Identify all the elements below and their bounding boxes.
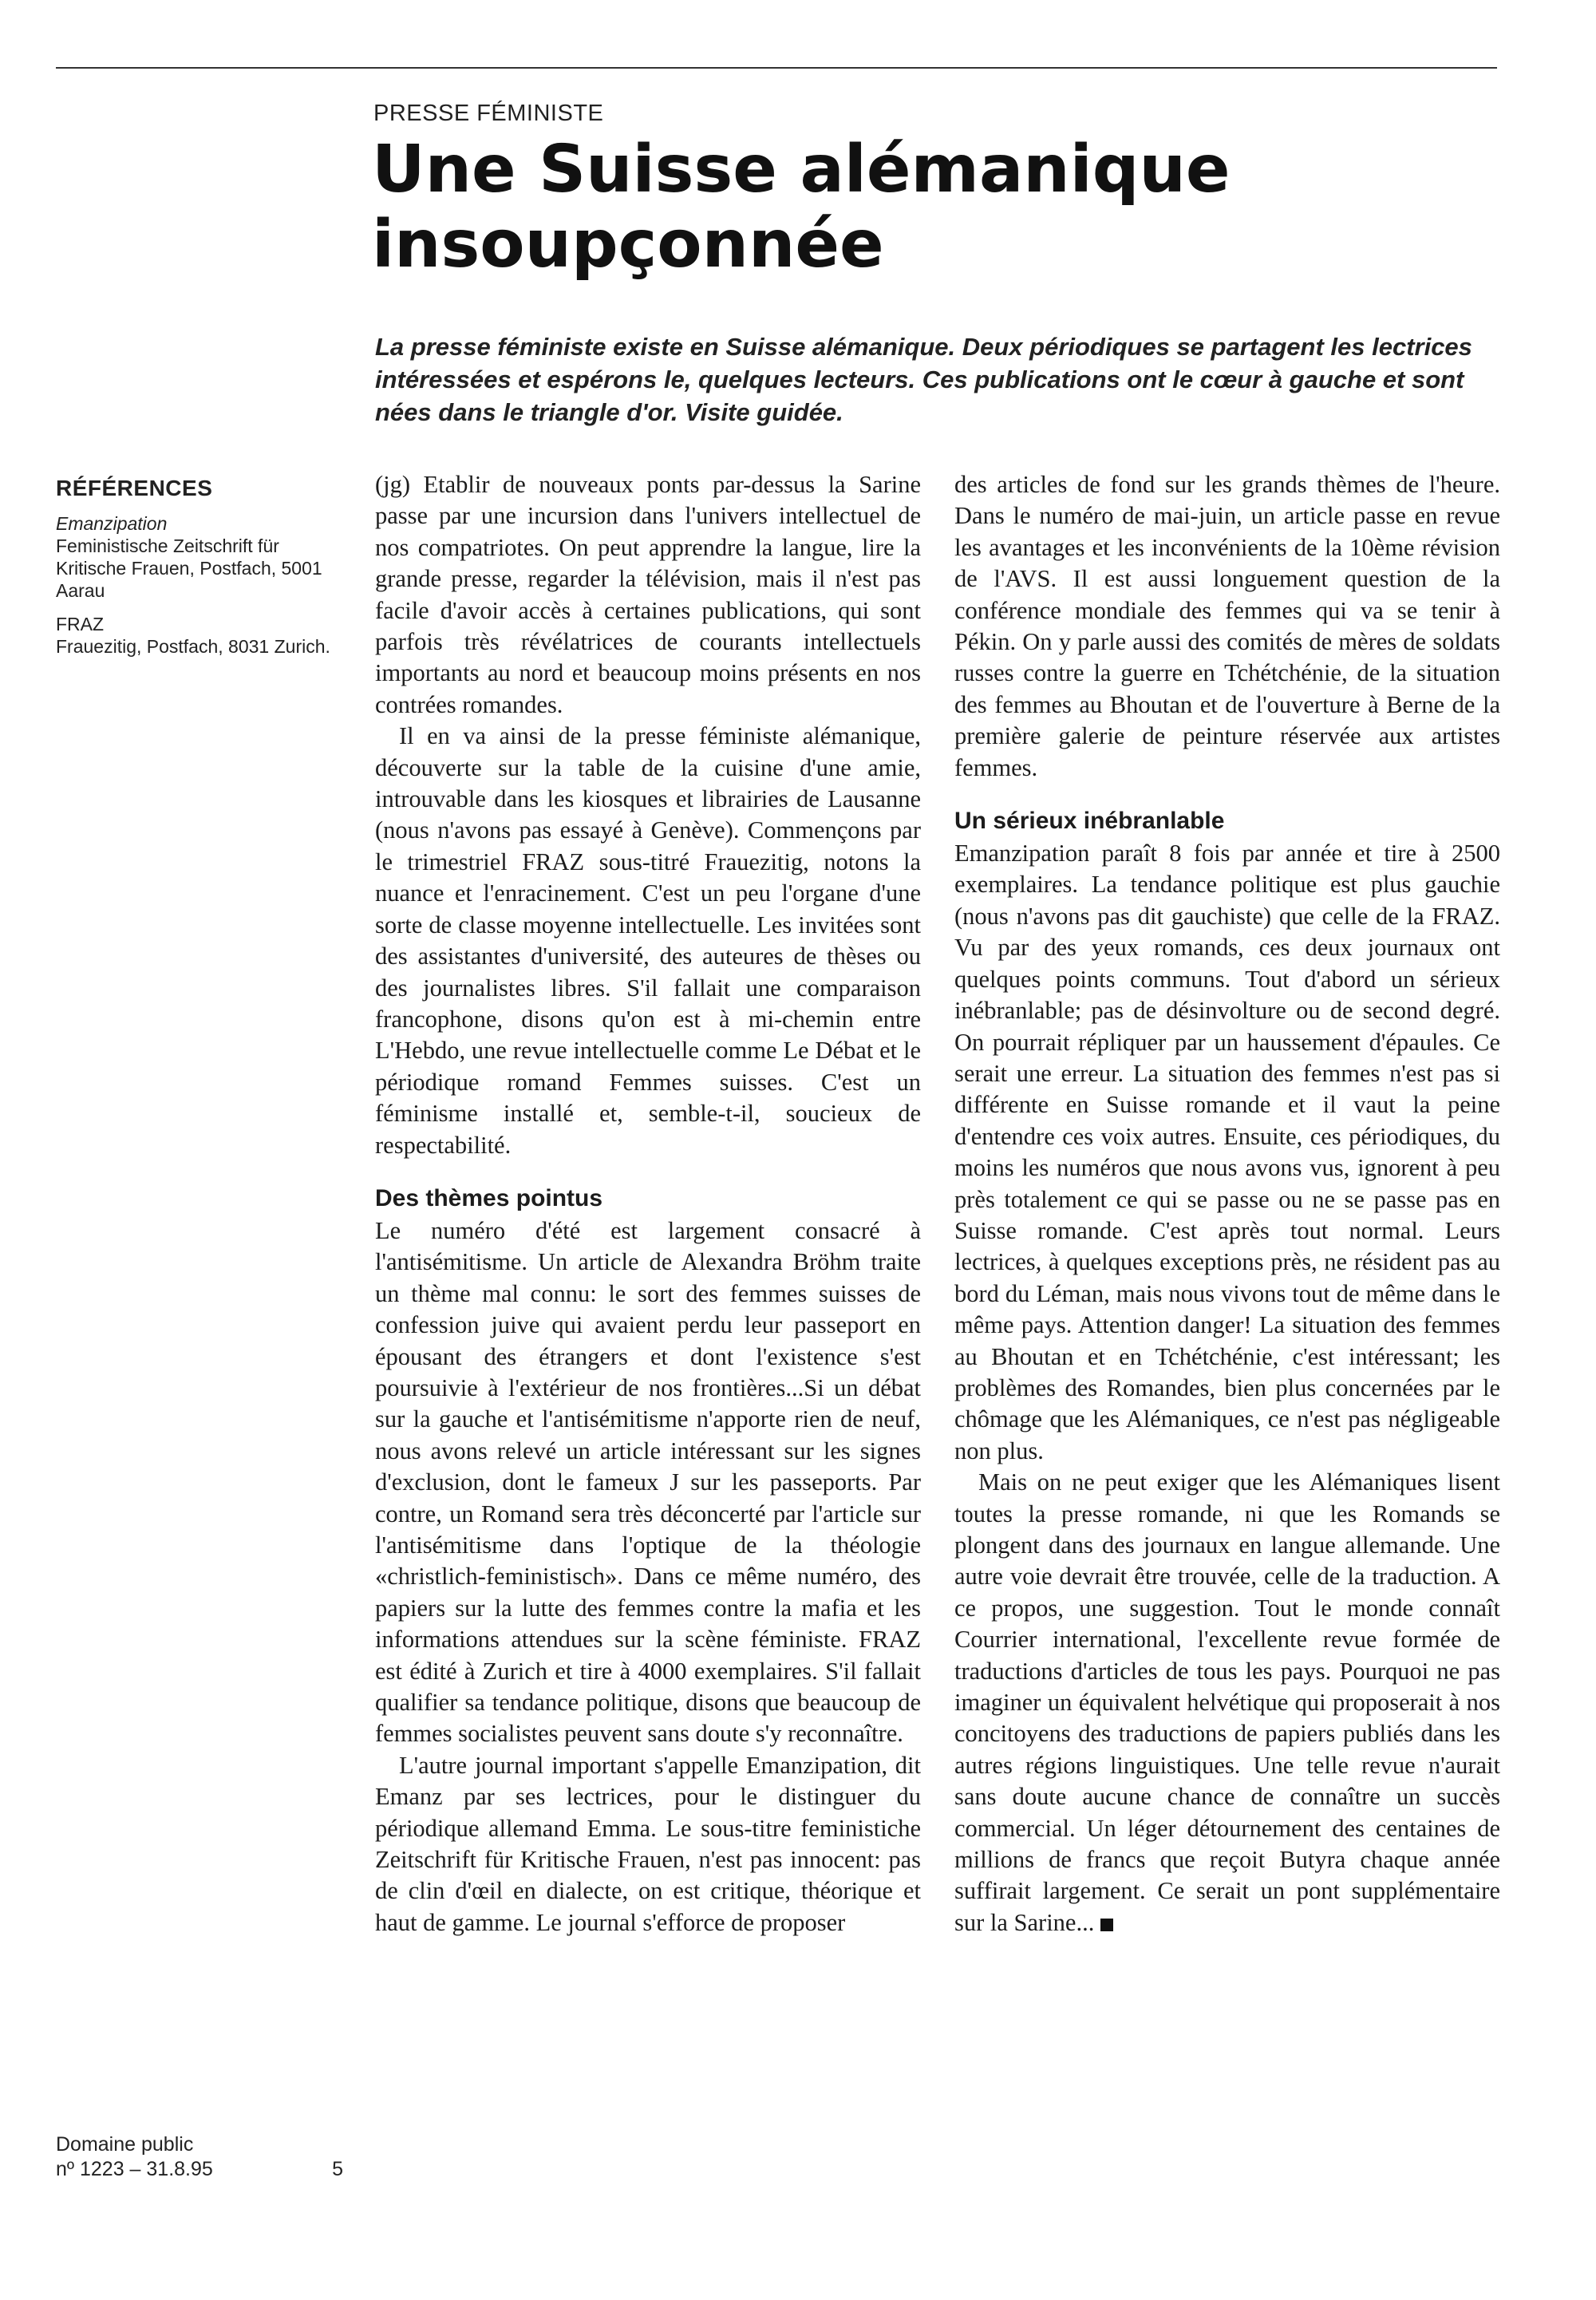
reference-text: Feministische Zeitschrift für Kritische Frauen, Postfach, 5001 Aarau <box>56 535 322 601</box>
paragraph-text: Mais on ne peut exiger que les Alémaniques lisent toutes la presse romande, ni que les Romands se plongent dans des journaux en langue allemande. Une autre voie devrait être trouvée, celle de la traduction. A ce propos, une suggestion. Tout le monde connaît Courrier international, l'excellente revue formée de traductions d'articles de tous les pays. Pourquoi ne pas imaginer un équivalent helvétique qui proposerait à nos concitoyens des traductions de papiers publiés dans les autres régions linguistiques. Une telle revue n'aurait sans doute aucune chance de connaître un succès commercial. Un léger détournement des centaines de millions de francs que reçoit Butyra chaque année suffirait largement. Ce serait un pont supplémentaire sur la Sarine... <box>954 1468 1500 1936</box>
paragraph: Il en va ainsi de la presse féministe alémanique, découverte sur la table de la cuisine d'une amie, introuvable dans les kiosques et librairies de Lausanne (nous n'avons pas essayé à Genève). Commençons par le trimestriel FRAZ sous-titré Frauezitig, notons la nuance et l'enracinement. C'est un peu l'organe d'une sorte de classe moyenne intellectuelle. Les invitées sont des assistantes d'université, des auteures de thèses ou des journalistes libres. S'il fallait une comparaison francophone, disons qu'on est à mi-chemin entre L'Hebdo, une revue intellectuelle comme Le Débat et le périodique romand Femmes suisses. C'est un féminisme installé et, semble-t-il, soucieux de respectabilité. <box>375 722 921 1159</box>
paragraph: L'autre journal important s'appelle Emanzipation, dit Emanz par ses lectrices, pour le distinguer du périodique allemand Emma. Le sous-titre feministiche Zeitschrift für Kritische Frauen, n'est pas innocent: pas de clin d'œil en dialecte, on est critique, théorique et haut de gamme. Le journal s'efforce de proposer <box>375 1751 921 1936</box>
page-number: 5 <box>332 2158 343 2180</box>
end-of-article-square-icon <box>1100 1919 1113 1931</box>
reference-title: Emanzipation <box>56 513 168 534</box>
paragraph: des articles de fond sur les grands thèmes de l'heure. Dans le numéro de mai-juin, un article passe en revue les avantages et les inconvénients de la 10ème révision de l'AVS. Il est aussi longuement question de la conférence mondiale des femmes qui va se tenir à Pékin. On y parle aussi des comités de mères de soldats russes contre la guerre en Tchétchénie, de la situation des femmes au Bhoutan et de l'ouverture à Berne de la première galerie de peinture réservée aux artistes femmes. <box>954 471 1500 781</box>
subheading: Des thèmes pointus <box>375 1184 603 1211</box>
article-lede: La presse féministe existe en Suisse alémanique. Deux périodiques se partagent les lectrices intéressées et espérons le, quelques lecteurs. Ces publications ont le cœur à gauche et sont nées dans le triangle d'or. Visite guidée. <box>375 333 1472 426</box>
paragraph: Le numéro d'été est largement consacré à l'antisémitisme. Un article de Alexandra Bröhm traite un thème mal connu: le sort des femmes suisses de confession juive qui avaient perdu leur passeport en épousant des étrangers et dont l'existence s'est poursuivie à l'extérieur de nos frontières...Si un débat sur la gauche et l'antisémitisme n'apporte rien de neuf, nous avons relevé un article intéressant sur les signes d'exclusion, dont le fameux J sur les passeports. Par contre, un Romand sera très déconcerté par l'article sur l'antisémitisme dans l'optique de la théologie «christlich-feministisch». Dans ce même numéro, des papiers sur la lutte des femmes contre la mafia et les informations attendues sur la scène féministe. FRAZ est édité à Zurich et tire à 4000 exemplaires. S'il fallait qualifier sa tendance politique, disons que beaucoup de femmes socialistes peuvent sans doute s'y reconnaître. <box>375 1216 921 1748</box>
publication-name: Domaine public <box>56 2133 194 2156</box>
article-headline: Une Suisse alémanique insoupçonnée <box>372 132 1231 283</box>
references-sidebar <box>56 476 343 669</box>
issue-number: nº 1223 – 31.8.95 <box>56 2158 213 2180</box>
reference-item <box>56 635 343 658</box>
reference-text: Frauezitig, Postfach, 8031 Zurich. <box>56 636 330 657</box>
top-rule <box>56 67 1497 69</box>
paragraph: (jg) Etablir de nouveaux ponts par-dessus la Sarine passe par une incursion dans l'univers intellectuel de nos compatriotes. On peut apprendre la langue, lire la grande presse, regarder la télévision, mais il n'est pas facile d'avoir accès à certaines publications, qui sont parfois très révélatrices de courants intellectuels importants au nord et beaucoup moins présents en nos contrées romandes. <box>375 471 921 718</box>
page-footer <box>56 2132 343 2182</box>
paragraph: Emanzipation paraît 8 fois par année et tire à 2500 exemplaires. La tendance politique est plus gauchie (nous n'avons pas dit gauchiste) que celle de la FRAZ. Vu par des yeux romands, ces deux journaux ont quelques points communs. Tout d'abord un sérieux inébranlable; pas de désinvolture ou de second degré. On pourrait répliquer par un haussement d'épaules. Ce serait une erreur. La situation des femmes n'est pas si différente en Suisse romande et il vaut la peine d'entendre ces voix autres. Ensuite, ces périodiques, du moins les numéros que nous avons vus, ignorent à peu près totalement ce qui se passe ou ne se passe pas en Suisse romande. C'est après tout normal. Leurs lectrices, à quelques exceptions près, ne résident pas au bord du Léman, mais nous vivons tout de même dans le même pays. Attention danger! La situation des femmes au Bhoutan et en Tchétchénie, c'est intéressant; les problèmes des Romandes, bien plus concernées par le chômage que les Alémaniques, ce n'est pas négligeable non plus. <box>954 840 1500 1464</box>
subheading: Un sérieux inébranlable <box>954 808 1225 835</box>
section-kicker: PRESSE FÉMINISTE <box>373 101 604 126</box>
article-column-1 <box>375 469 921 1938</box>
paragraph <box>954 1467 1500 1938</box>
reference-item <box>56 512 343 602</box>
references-heading: RÉFÉRENCES <box>56 476 213 500</box>
article-column-2 <box>954 469 1500 1938</box>
issue-line <box>56 2157 343 2182</box>
reference-item <box>56 613 343 635</box>
reference-text: FRAZ <box>56 614 105 634</box>
